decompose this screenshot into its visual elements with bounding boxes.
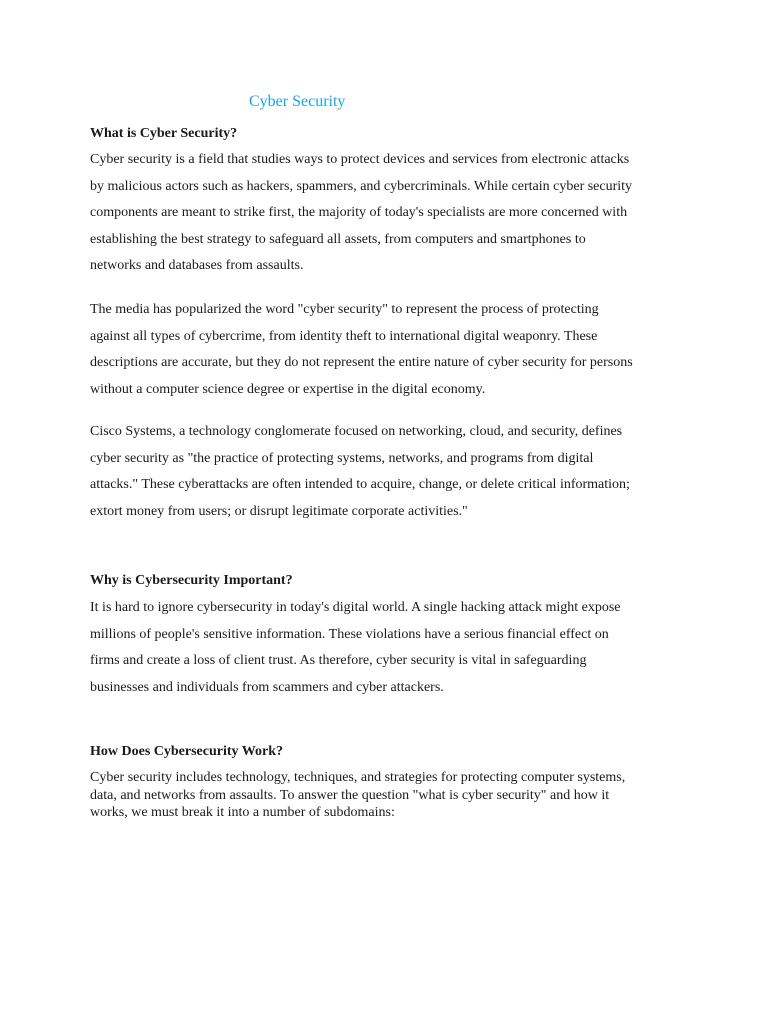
section-what-is-cyber-security bbox=[90, 125, 690, 143]
paragraph-line: networks and databases from assaults. bbox=[90, 258, 304, 274]
paragraph-line: without a computer science degree or expertise in the digital economy. bbox=[90, 381, 486, 397]
section-heading: How Does Cybersecurity Work? bbox=[90, 744, 283, 759]
section-heading: Why is Cybersecurity Important? bbox=[90, 573, 293, 588]
section-heading: What is Cyber Security? bbox=[90, 126, 238, 141]
paragraph-line: businesses and individuals from scammers and cyber attackers. bbox=[90, 679, 444, 695]
paragraph-line: extort money from users; or disrupt legitimate corporate activities." bbox=[90, 503, 468, 519]
paragraph bbox=[90, 147, 690, 280]
paragraph-line: establishing the best strategy to safeguard all assets, from computers and smartphones to bbox=[90, 231, 586, 247]
paragraph bbox=[90, 419, 690, 525]
paragraph-line: firms and create a loss of client trust. As therefore, cyber security is vital in safeguarding bbox=[90, 653, 587, 669]
paragraph bbox=[90, 297, 690, 403]
paragraph-line: components are meant to strike first, the majority of today's specialists are more concerned with bbox=[90, 205, 628, 221]
paragraph-line: millions of people's sensitive information. These violations have a serious financial effect on bbox=[90, 626, 609, 642]
paragraph-line: cyber security as "the practice of protecting systems, networks, and programs from digital bbox=[90, 450, 594, 466]
paragraph-line: Cyber security is a field that studies ways to protect devices and services from electronic attacks bbox=[90, 152, 630, 167]
paragraph-line: data, and networks from assaults. To answer the question "what is cyber security" and how it bbox=[90, 787, 610, 803]
paragraph-line: by malicious actors such as hackers, spammers, and cybercriminals. While certain cyber security bbox=[90, 178, 633, 194]
document-title: Cyber Security bbox=[249, 93, 346, 110]
paragraph-line: It is hard to ignore cybersecurity in today's digital world. A single hacking attack might expose bbox=[90, 600, 621, 615]
paragraph-line: Cyber security includes technology, techniques, and strategies for protecting computer systems, bbox=[90, 770, 626, 785]
paragraph bbox=[90, 595, 690, 701]
paragraph-line: descriptions are accurate, but they do not represent the entire nature of cyber security for persons bbox=[90, 355, 633, 371]
paragraph-line: attacks." These cyberattacks are often intended to acquire, change, or delete critical information; bbox=[90, 477, 630, 493]
paragraph-line: Cisco Systems, a technology conglomerate focused on networking, cloud, and security, defines bbox=[90, 424, 623, 439]
section-how-it-works bbox=[90, 743, 690, 761]
paragraph-line: The media has popularized the word "cyber security" to represent the process of protecting bbox=[90, 302, 599, 317]
paragraph bbox=[90, 769, 690, 822]
paragraph-line: against all types of cybercrime, from identity theft to international digital weaponry. These bbox=[90, 328, 598, 344]
paragraph-line: works, we must break it into a number of subdomains: bbox=[90, 805, 395, 820]
section-why-important bbox=[90, 572, 690, 590]
